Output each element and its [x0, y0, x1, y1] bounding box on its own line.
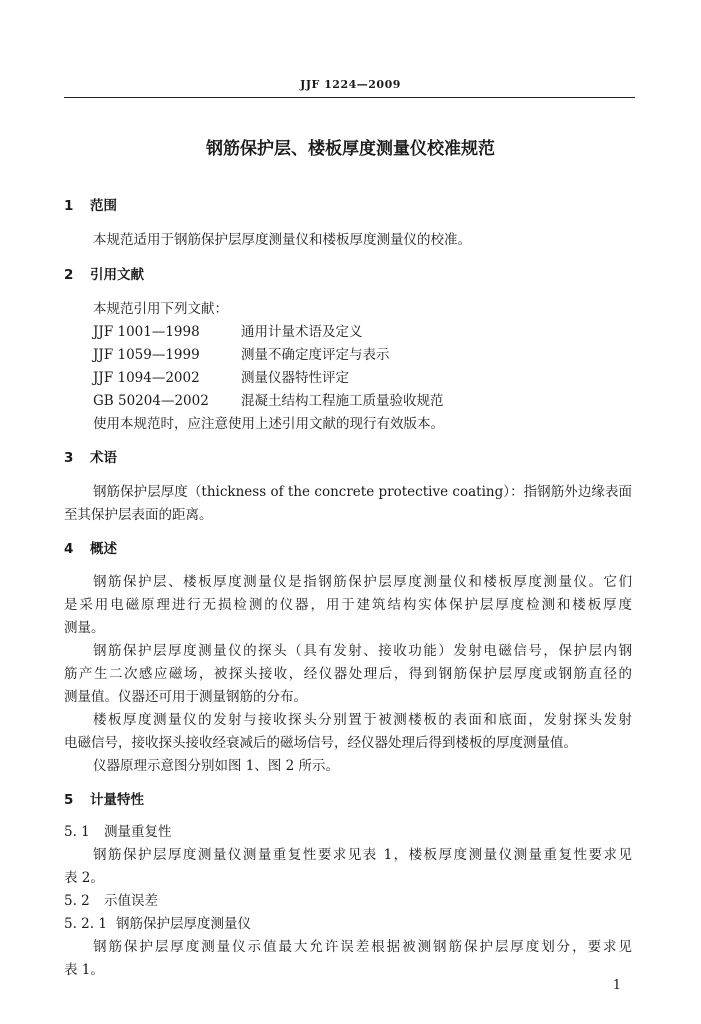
references-outro: 使用本规范时，应注意使用上述引用文献的现行有效版本。: [93, 416, 444, 432]
references-intro: 本规范引用下列文献：: [93, 301, 228, 317]
section-title: 概述: [90, 541, 117, 557]
section-5-heading: [64, 788, 144, 808]
reference-item: [93, 366, 349, 386]
section-number: 4: [64, 541, 74, 557]
paragraph-line: 电磁信号，接收探头接收经衰减后的磁场信号，经仪器处理后得到楼板的厚度测量值。: [64, 735, 577, 751]
paragraph-line: 钢筋保护层厚度测量仪示值最大允许误差根据被测钢筋保护层厚度划分，要求见: [93, 939, 632, 955]
paragraph-line: 测量值。仪器还可用于测量钢筋的分布。: [64, 689, 307, 705]
subsection-5-2-heading: [64, 889, 158, 909]
paragraph-line: 仪器原理示意图分别如图 1、图 2 所示。: [93, 758, 340, 774]
paragraph-line: 钢筋保护层、楼板厚度测量仪是指钢筋保护层厚度测量仪和楼板厚度测量仪。它们: [93, 574, 632, 590]
paragraph-line: 表 1。: [64, 962, 104, 978]
subsection-number: 5. 2. 1: [64, 916, 107, 932]
subsection-number: 5. 2: [64, 893, 90, 909]
paragraph-line: 钢筋保护层厚度测量仪测量重复性要求见表 1，楼板厚度测量仪测量重复性要求见: [93, 847, 632, 863]
running-header: JJF 1224—2009: [300, 78, 401, 91]
paragraph-line: 表 2。: [64, 870, 104, 886]
header-rule: [64, 97, 635, 98]
reference-name: 测量仪器特性评定: [241, 370, 349, 386]
reference-name: 测量不确定度评定与表示: [241, 347, 390, 363]
reference-code: JJF 1094—2002: [93, 370, 200, 386]
subsection-5-2-1-heading: [64, 912, 251, 932]
page-number: 1: [612, 978, 621, 993]
paragraph-line: 是采用电磁原理进行无损检测的仪器，用于建筑结构实体保护层厚度检测和楼板厚度: [64, 597, 632, 613]
paragraph-line: 筋产生二次感应磁场，被探头接收，经仪器处理后，得到钢筋保护层厚度或钢筋直径的: [64, 666, 632, 682]
term-definition-line: 钢筋保护层厚度（thickness of the concrete protective coating）：指钢筋外边缘表面: [93, 484, 632, 500]
reference-name: 混凝土结构工程施工质量验收规范: [241, 393, 444, 409]
section-1-text: 本规范适用于钢筋保护层厚度测量仪和楼板厚度测量仪的校准。: [93, 232, 471, 248]
subsection-title: 钢筋保护层厚度测量仪: [116, 916, 251, 932]
paragraph-line: 钢筋保护层厚度测量仪的探头（具有发射、接收功能）发射电磁信号，保护层内钢: [93, 643, 632, 659]
reference-code: GB 50204—2002: [93, 393, 209, 409]
reference-code: JJF 1001—1998: [93, 324, 200, 340]
paragraph-line: 测量。: [64, 620, 105, 636]
document-title: 钢筋保护层、楼板厚度测量仪校准规范: [206, 139, 495, 159]
subsection-title: 示值误差: [104, 893, 158, 909]
reference-item: [93, 320, 363, 340]
reference-code: JJF 1059—1999: [93, 347, 200, 363]
section-1-heading: [64, 194, 117, 214]
paragraph-line: 楼板厚度测量仪的发射与接收探头分别置于被测楼板的表面和底面，发射探头发射: [93, 712, 632, 728]
subsection-number: 5. 1: [64, 824, 90, 840]
section-title: 计量特性: [90, 792, 144, 808]
section-4-heading: [64, 537, 117, 557]
term-definition-line: 至其保护层表面的距离。: [64, 507, 213, 523]
subsection-5-1-heading: [64, 820, 172, 840]
section-number: 2: [64, 267, 74, 283]
section-number: 5: [64, 792, 74, 808]
section-title: 术语: [90, 450, 117, 466]
section-3-heading: [64, 446, 117, 466]
subsection-title: 测量重复性: [104, 824, 172, 840]
section-number: 3: [64, 450, 74, 466]
reference-item: [93, 343, 390, 363]
section-title: 范围: [90, 198, 117, 214]
section-number: 1: [64, 198, 74, 214]
section-title: 引用文献: [90, 267, 144, 283]
section-2-heading: [64, 263, 144, 283]
reference-name: 通用计量术语及定义: [241, 324, 363, 340]
reference-item: [93, 389, 444, 409]
